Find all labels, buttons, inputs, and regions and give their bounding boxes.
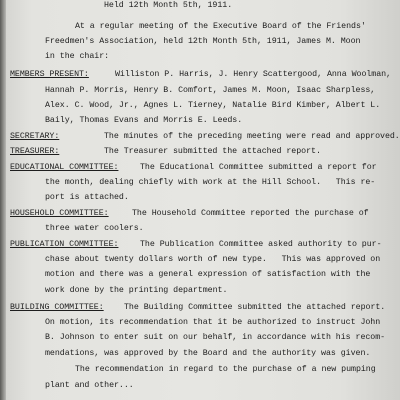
building-line-1: The Building Committee submitted the attached report. [124, 303, 386, 312]
intro-line-2: Freedmen's Association, held 12th Month 5th, 1911, James M. Moon [45, 37, 361, 46]
minutes-heading: Held 12th Month 5th, 1911. [104, 1, 233, 10]
publication-line-3: motion and there was a general expression of satisfaction with the [45, 270, 371, 279]
educational-committee-label: EDUCATIONAL COMMITTEE: [10, 163, 119, 172]
members-line-2: Hannah P. Morris, Henry B. Comfort, James M. Moon, Isaac Sharpless, [45, 86, 376, 95]
intro-line-1: At a regular meeting of the Executive Board of the Friends' [75, 22, 366, 31]
members-present-label: MEMBERS PRESENT: [10, 70, 89, 79]
publication-committee-label: PUBLICATION COMMITTEE: [10, 240, 119, 249]
building-line-6: plant and other... [45, 381, 134, 390]
building-line-3: B. Johnson to enter suit on our behalf, in accordance with his recom- [45, 333, 386, 342]
household-line-1: The Household Committee reported the purchase of [132, 209, 369, 218]
building-line-2: On motion, its recommendation that it be authorized to instruct John [45, 318, 381, 327]
secretary-label: SECRETARY: [10, 132, 60, 141]
building-line-4: mendations, was approved by the Board and the authority was given. [45, 349, 371, 358]
educational-line-2: the month, dealing chiefly with work at the Hill School. This re- [45, 178, 376, 187]
educational-line-3: port is attached. [45, 193, 129, 202]
publication-line-2: chase about twenty dollars worth of new type. This was approved on [45, 255, 381, 264]
members-line-4: Baily, Thomas Evans and Morris E. Leeds. [45, 116, 243, 125]
treasurer-label: TREASURER: [10, 147, 60, 156]
secretary-text: The minutes of the preceding meeting were read and approved. [104, 132, 400, 141]
members-line-1: Williston P. Harris, J. Henry Scattergood, Anna Woolman, [115, 70, 392, 79]
members-line-3: Alex. C. Wood, Jr., Agnes L. Tierney, Natalie Bird Kimber, Albert L. [45, 101, 381, 110]
publication-line-1: The Publication Committee asked authority to pur- [140, 240, 382, 249]
page-binding-edge [0, 0, 6, 400]
building-line-5: The recommendation in regard to the purchase of a new pumping [75, 365, 376, 374]
household-line-2: three water coolers. [45, 224, 144, 233]
intro-line-3: in the chair: [45, 52, 110, 61]
educational-line-1: The Educational Committee submitted a report for [140, 163, 377, 172]
building-committee-label: BUILDING COMMITTEE: [10, 303, 104, 312]
publication-line-4: work done by the printing department. [45, 286, 228, 295]
household-committee-label: HOUSEHOLD COMMITTEE: [10, 209, 109, 218]
treasurer-text: The Treasurer submitted the attached report. [104, 147, 321, 156]
